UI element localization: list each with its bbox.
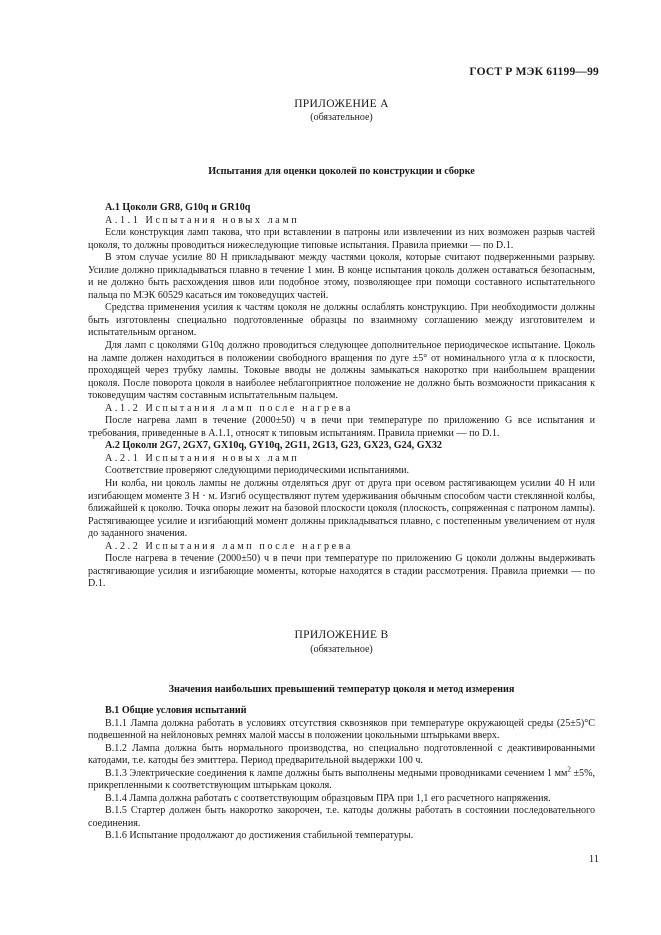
section-a1-title: А.1 Цоколи GR8, G10q и GR10q [105,202,251,213]
appendix-b-heading: Значения наибольших превышений температур цоколя и метод измерения [168,684,515,695]
appendix-a-title: ПРИЛОЖЕНИЕ А [294,98,389,110]
paragraph-a4: Для ламп с цоколями G10q должно проводиться следующее дополнительное периодическое испытание. Цоколь на лампе должен находиться в положении свободного вращения по дуге ±5° от номинального угла α к плоскости, проходящей через трубку лампы. Токовые вводы не должны замыкаться накоротко при наибольшем вращении цоколя. После поворота цоколя в наиболее неблагоприятное положение не должно быть возможности прикасания к токоведущим частям составным испытательным пальцем. [88,340,595,402]
appendix-a-body [88,202,595,591]
paragraph-b11: В.1.1 Лампа должна работать в условиях отсутствия сквозняков при температуре окружающей среды (25±5)°С подвешенной на нейлоновых ремнях малой массы в положении цокольными штырьками вверх. [88,717,595,742]
document-code: ГОСТ Р МЭК 61199—99 [469,66,599,78]
paragraph-a1: Если конструкция ламп такова, что при вставлении в патроны или извлечении из них возможен разрыв частей цоколя, то должны проводиться нижеследующие типовые испытания. Правила приемки — по D.1. [88,227,595,251]
section-a12-title: А.1.2 Испытания ламп после нагрева [105,402,354,414]
section-a21-title: А.2.1 Испытания новых ламп [105,452,300,464]
paragraph-a6: Соответствие проверяют следующими периодическими испытаниями. [105,465,410,477]
paragraph-b13 [88,765,596,793]
paragraph-b15: В.1.5 Стартер должен быть накоротко закорочен, т.е. катоды должны работать в состоянии последовательного соединения. [88,805,595,829]
paragraph-b13-part1: В.1.3 Электрические соединения к лампе должны быть выполнены медными проводниками сечением 1 мм [105,767,568,779]
paragraph-a7: Ни колба, ни цоколь лампы не должны отделяться друг от друга при осевом растягивающем усилии 40 Н или изгибающем моменте 3 Н · м. Изгиб осуществляют путем удерживания обычным способом части стеклянной колбы, ближайшей к цоколю. Точка опоры лежит на базовой плоскости цоколя (плоскость, сопряженная с патроном лампы). Растягивающее усилие и изгибающий момент должны прикладываться плавно, с постепенным увеличением от нуля до заданного значения. [88,478,595,540]
paragraph-b13-sup: 2 [567,765,571,774]
appendix-a-status: (обязательное) [310,112,373,123]
paragraph-b14: В.1.4 Лампа должна работать с соответствующим образцовым ПРА при 1,1 его расчетного напряжения. [105,792,551,804]
section-a2-title: А.2 Цоколи 2G7, 2GX7, GX10q, GY10q, 2G11, 2G13, G23, GX23, G24, GX32 [105,440,442,452]
paragraph-a2: В этом случае усилие 80 Н прикладывают между частями цоколя, которые считают подверженными разрыву. Усилие должно прикладываться плавно в течение 1 мин. В конце испытания цоколь должен оставаться безопасным, и не должно быть расхождения швов или подобное этому, позволяющее при помощи составного испытательного пальца по МЭК 60529 касаться им токоведущих частей. [88,252,595,301]
appendix-b-status: (обязательное) [310,644,373,655]
section-b1-title: В.1 Общие условия испытаний [105,705,247,716]
appendix-b-body [88,705,595,843]
paragraph-a5: После нагрева ламп в течение (2000±50) ч в печи при температуре по приложению G все испытания и требования, приведенные в А.1.1, относят к типовым испытаниям. Правила приемки — по D.1. [88,415,595,439]
page-number: 11 [588,854,599,865]
appendix-a-heading: Испытания для оценки цоколей по конструкции и сборке [208,166,475,177]
section-a11-title: А.1.1 Испытания новых ламп [105,214,300,226]
appendix-b-title: ПРИЛОЖЕНИЕ В [294,629,389,641]
paragraph-a3: Средства применения усилия к частям цоколя не должны ослаблять конструкцию. При необходимости должны быть изготовлены специально подготовленные образцы по взаимному соглашению между изготовителем и испытательным органом. [88,302,595,339]
paragraph-b13-part2: ±5%, прикрепленными к соответствующим штырькам цоколя. [88,767,596,792]
paragraph-b16: В.1.6 Испытание продолжают до достижения стабильной температуры. [105,830,414,842]
paragraph-b12: В.1.2 Лампа должна быть нормального производства, но специально подготовленной с деактивированными катодами, т.е. катоды без эмиттера. Период предварительной выдержки 100 ч. [88,742,595,767]
section-a22-title: А.2.2 Испытания ламп после нагрева [105,540,354,552]
paragraph-a8: После нагрева в течение (2000±50) ч в печи при температуре по приложению G цоколи должны выдерживать растягивающие усилия и изгибающие моменты, которые находятся в стадии рассмотрения. Правила приемки — по D.1. [88,553,595,590]
